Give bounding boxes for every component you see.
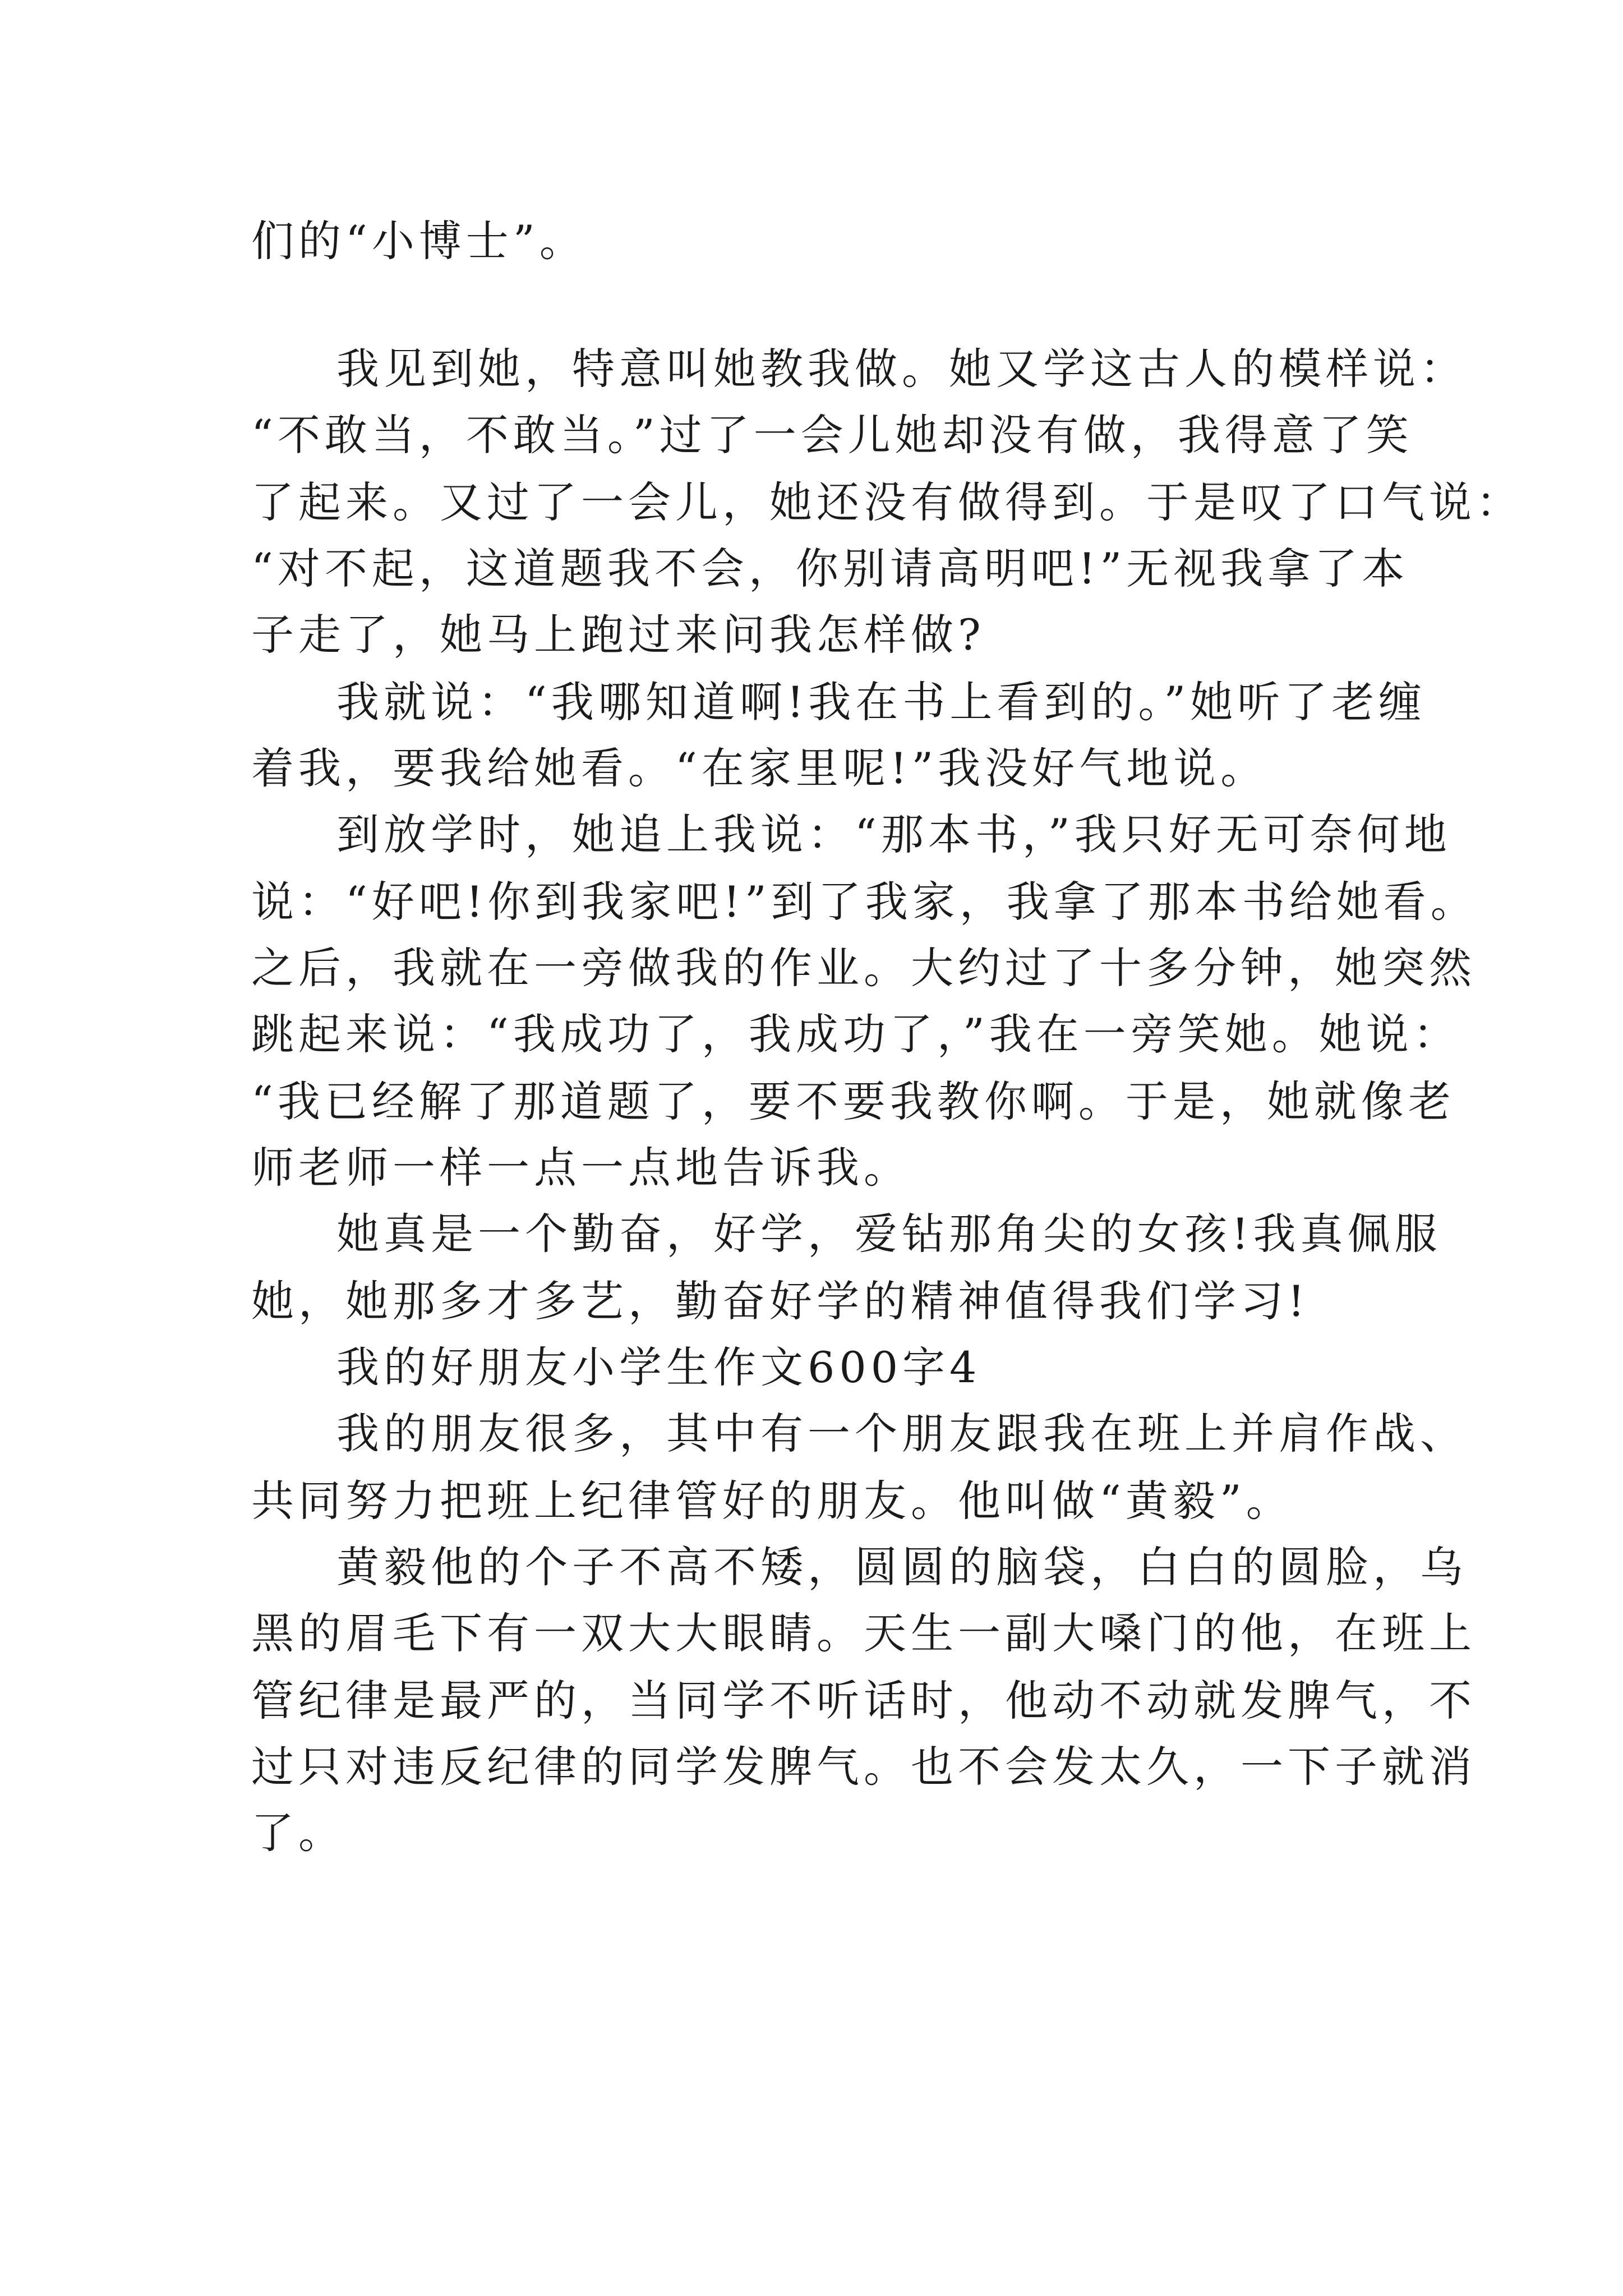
text-line: 之后，我就在一旁做我的作业。大约过了十多分钟，她突然 [251, 943, 1476, 993]
text-line: “我已经解了那道题了，要不要我教你啊。于是，她就像老 [251, 1076, 1455, 1126]
text-line: “不敢当，不敢当。”过了一会儿她却没有做，我得意了笑 [251, 410, 1413, 460]
text-line: 了。 [251, 1808, 345, 1858]
paragraph-start: 我的朋友很多，其中有一个朋友跟我在班上并肩作战、 [336, 1409, 1467, 1458]
paragraph-start: 黄毅他的个子不高不矮，圆圆的脑袋，白白的圆脸，乌 [336, 1542, 1467, 1592]
text-line: 子走了，她马上跑过来问我怎样做? [251, 610, 985, 660]
text-line: 黑的眉毛下有一双大大眼睛。天生一副大嗓门的他，在班上 [251, 1608, 1476, 1658]
text-line: “对不起，这道题我不会，你别请高明吧!”无视我拿了本 [251, 544, 1409, 593]
text-line: 过只对违反纪律的同学发脾气。也不会发太久，一下子就消 [251, 1742, 1476, 1792]
text-line: 们的“小博士”。 [251, 216, 587, 266]
text-line: 她，她那多才多艺，勤奋好学的精神值得我们学习! [251, 1276, 1310, 1326]
text-line: 着我，要我给她看。“在家里呢!”我没好气地说。 [251, 743, 1268, 793]
text-line: 管纪律是最严的，当同学不听话时，他动不动就发脾气，不 [251, 1676, 1476, 1726]
text-line: 了起来。又过了一会儿，她还没有做得到。于是叹了口气说： [251, 477, 1523, 527]
paragraph-start: 到放学时，她追上我说：“那本书，”我只好无可奈何地 [336, 809, 1451, 859]
paragraph-start: 我就说：“我哪知道啊!我在书上看到的。”她听了老缠 [336, 677, 1426, 727]
paragraph-start: 她真是一个勤奋，好学，爱钻那角尖的女孩!我真佩服 [336, 1209, 1442, 1259]
text-line: 跳起来说：“我成功了，我成功了，”我在一旁笑她。她说： [251, 1009, 1460, 1059]
paragraph-start: 我见到她，特意叫她教我做。她又学这古人的模样说： [336, 344, 1467, 394]
section-heading: 我的好朋友小学生作文600字4 [336, 1342, 981, 1392]
text-line: 共同努力把班上纪律管好的朋友。他叫做“黄毅”。 [251, 1476, 1293, 1526]
text-line: 说：“好吧!你到我家吧!”到了我家，我拿了那本书给她看。 [251, 877, 1478, 927]
text-line: 师老师一样一点一点地告诉我。 [251, 1143, 911, 1193]
